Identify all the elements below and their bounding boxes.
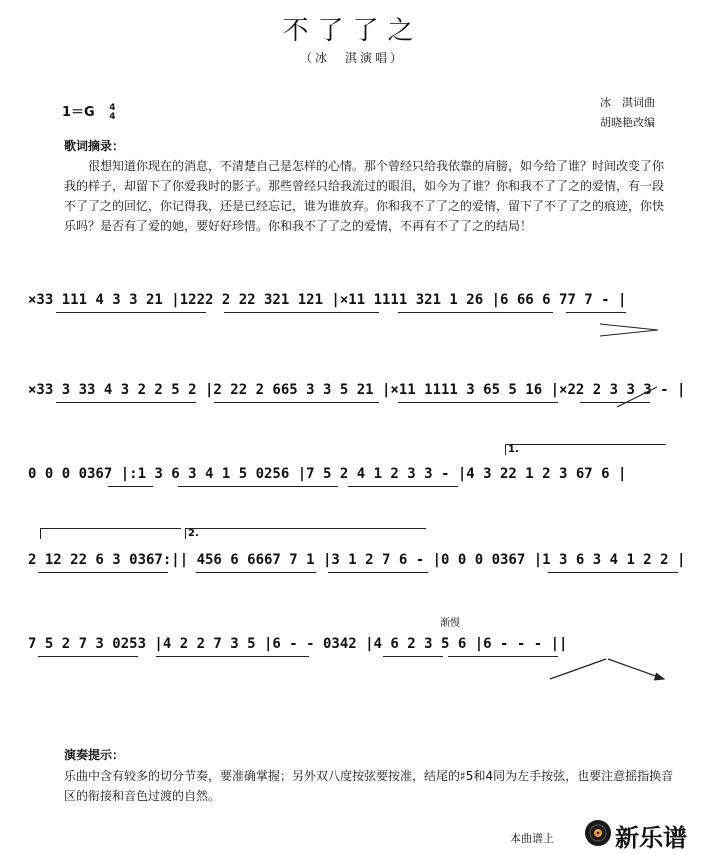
ending-slur-arrows: [548, 655, 668, 685]
volta-1-bracket: [505, 444, 666, 455]
notation-text: 2 12 22 6 3 0367:|| 456 6 6667 7 1 |3 1 2 7 6 - |0 0 0 0367 |1 3 6 3 4 1 2 2 |: [28, 552, 686, 568]
vinyl-icon: [583, 818, 613, 848]
lyrics-text: 很想知道你现在的消息，不清楚自己是怎样的心情。那个曾经只给我依靠的肩膀，如今给了谁？时间改变了你我的样子，却留下了你爱我时的影子。那些曾经只给我流过的眼泪，如今为了谁？你和我不了了之的爱情，有一段不了了之的回忆，你记得我，还是已经忘记，谁为谁放弃。你和我不了了之的爱情，留下了不了了之的痕迹，你快乐吗？是否有了爱的她，要好好珍惜。你和我不了了之的爱情，不再有不了了之的结局！: [64, 159, 665, 233]
notation-text: 0 0 0 0367 |:1 3 6 3 4 1 5 0256 |7 5 2 4 1 2 3 3 - |4 3 22 1 2 3 67 6 |: [28, 466, 627, 482]
tempo-marking: 渐慢: [440, 618, 460, 629]
notation-text: 7 5 2 7 3 0253 |4 2 2 7 3 5 |6 - - 0342 |4 6 2 3 5 6 |6 - - - ||: [28, 636, 568, 652]
notation-text: ×33 111 4 3 3 21 |1222 2 22 321 121 |×11 1111 321 1 26 |6 66 6 77 7 - |: [28, 292, 627, 308]
meter-bottom: 4: [109, 111, 116, 122]
notation-line-4: [28, 552, 686, 598]
meter-top: 4: [109, 102, 116, 113]
volta-2-label: 2.: [188, 528, 199, 539]
notation-text: ×33 3 33 4 3 2 2 5 2 |2 22 2 665 3 3 5 21 |×11 1111 3 65 5 16 |×22 2 3 3 3 - |: [28, 382, 686, 398]
credit-composer: 冰 淇词曲: [600, 96, 655, 109]
notation-line-2: [28, 382, 686, 428]
key-signature: [62, 101, 116, 122]
footer-caption: 本曲谱上: [510, 832, 554, 845]
notation-line-1: [28, 292, 678, 338]
slur-arrow: [615, 385, 660, 409]
decrescendo-mark: [600, 322, 660, 338]
key-label: 1＝G: [62, 105, 95, 120]
tips-text: 乐曲中含有较多的切分节奏，要准确掌握；另外双八度按弦要按准，结尾的♯5和4同为左手按弦，也要注意摇指换音区的衔接和音色过渡的自然。: [64, 769, 674, 803]
volta-2-bracket: [185, 528, 426, 539]
song-title: 不了了之: [282, 16, 423, 46]
brand-name: 新乐谱: [615, 824, 687, 852]
notation-line-3: [28, 466, 678, 512]
volta-1-label: 1.: [508, 444, 519, 455]
time-signature: [109, 104, 115, 122]
brand-logo: [583, 816, 701, 850]
performer-subtitle: （冰 淇演唱）: [299, 51, 405, 65]
credit-arranger: 胡晓艳改编: [600, 116, 655, 129]
tips-label: 演奏提示：: [64, 748, 125, 762]
volta-1-continuation: [40, 528, 181, 539]
lyrics-label: 歌词摘录：: [64, 139, 125, 153]
